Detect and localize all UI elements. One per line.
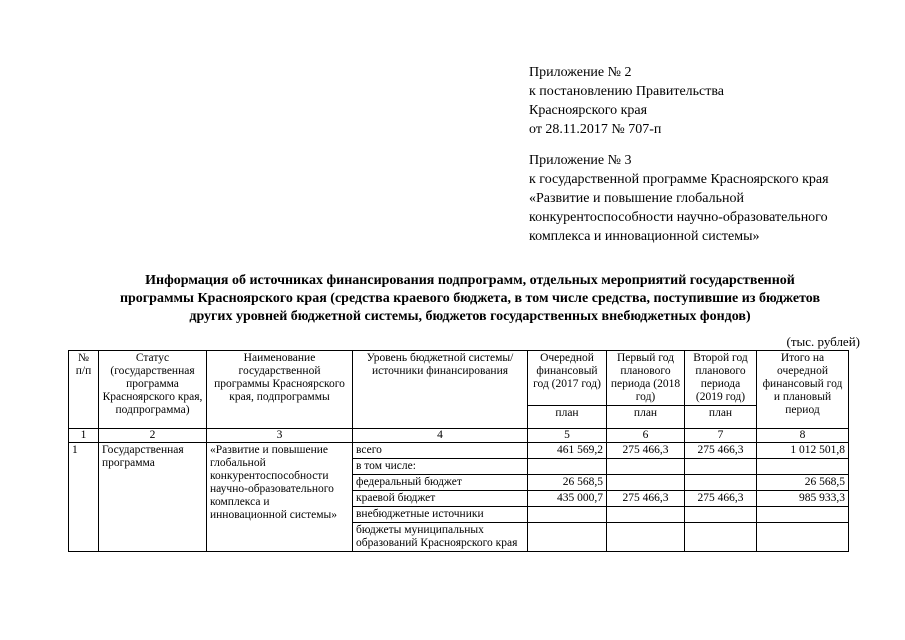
program-name: «Развитие и повышение глобальной конкурентоспособности научно-образовательного комплекса и инновационной системы» — [207, 443, 353, 552]
appendix-2-block — [529, 63, 899, 139]
appendix-2-line2: к постановлению Правительства — [529, 84, 725, 99]
header-status: Статус (государственная программа Красноярского края, подпрограмма) — [99, 351, 207, 429]
column-number-row — [69, 429, 849, 443]
appendix-2-line4: от 28.11.2017 № 707-п — [529, 122, 662, 137]
header-level: Уровень бюджетной системы/ источники финансирования — [353, 351, 528, 429]
units-label: (тыс. рублей) — [786, 334, 860, 349]
level-cell: федеральный бюджет — [353, 475, 528, 491]
level-cell: краевой бюджет — [353, 491, 528, 507]
value-total: 985 933,3 — [757, 491, 849, 507]
level-cell: в том числе: — [353, 459, 528, 475]
value-2017: 461 569,2 — [528, 443, 607, 459]
value-total — [757, 459, 849, 475]
value-2019 — [685, 523, 757, 552]
value-2019: 275 466,3 — [685, 443, 757, 459]
appendix-3-line4: конкурентоспособности научно-образовательного — [529, 210, 828, 225]
level-cell: внебюджетные источники — [353, 507, 528, 523]
level-cell: бюджеты муниципальных образований Красноярского края — [353, 523, 528, 552]
appendix-2-line3: Красноярского края — [529, 103, 648, 118]
header-2018: Первый год планового периода (2018 год) — [607, 351, 685, 406]
financing-table — [68, 350, 849, 552]
value-2018 — [607, 507, 685, 523]
col-number: 5 — [528, 429, 607, 443]
appendix-3-line2: к государственной программе Красноярского края — [529, 172, 829, 187]
col-number: 2 — [99, 429, 207, 443]
value-2019: 275 466,3 — [685, 491, 757, 507]
value-2018: 275 466,3 — [607, 491, 685, 507]
header-plan-2018: план — [607, 406, 685, 429]
table-row — [69, 443, 849, 459]
header-plan-2017: план — [528, 406, 607, 429]
value-2017 — [528, 459, 607, 475]
title-line1: Информация об источниках финансирования подпрограмм, отдельных мероприятий государственной — [145, 273, 795, 288]
value-2019 — [685, 459, 757, 475]
value-total — [757, 507, 849, 523]
value-total: 26 568,5 — [757, 475, 849, 491]
header-total: Итого на очередной финансовый год и плановый период — [757, 351, 849, 429]
title-line2: программы Красноярского края (средства краевого бюджета, в том числе средства, поступившие из бюджетов — [119, 291, 821, 306]
title-line3: других уровней бюджетной системы, бюджетов государственных внебюджетных фондов) — [189, 309, 751, 324]
value-2018: 275 466,3 — [607, 443, 685, 459]
appendix-3-block — [529, 151, 899, 246]
document-title — [70, 272, 870, 326]
appendix-3-line1: Приложение № 3 — [529, 153, 632, 168]
value-2017: 26 568,5 — [528, 475, 607, 491]
header-name: Наименование государственной программы Красноярского края, подпрограммы — [207, 351, 353, 429]
value-2017: 435 000,7 — [528, 491, 607, 507]
value-2019 — [685, 475, 757, 491]
table-header-row — [69, 351, 849, 406]
level-cell: всего — [353, 443, 528, 459]
appendix-3-line5: комплекса и инновационной системы» — [529, 229, 760, 244]
program-status: Государственная программа — [99, 443, 207, 552]
value-total — [757, 523, 849, 552]
col-number: 8 — [757, 429, 849, 443]
header-2017: Очередной финансовый год (2017 год) — [528, 351, 607, 406]
value-2017 — [528, 507, 607, 523]
header-plan-2019: план — [685, 406, 757, 429]
col-number: 3 — [207, 429, 353, 443]
col-number: 1 — [69, 429, 99, 443]
program-num: 1 — [69, 443, 99, 552]
value-2018 — [607, 475, 685, 491]
col-number: 4 — [353, 429, 528, 443]
value-2018 — [607, 523, 685, 552]
appendix-3-line3: «Развитие и повышение глобальной — [529, 191, 744, 206]
value-2019 — [685, 507, 757, 523]
col-number: 6 — [607, 429, 685, 443]
header-num: № п/п — [69, 351, 99, 429]
value-2018 — [607, 459, 685, 475]
col-number: 7 — [685, 429, 757, 443]
appendix-2-line1: Приложение № 2 — [529, 65, 632, 80]
header-2019: Второй год планового периода (2019 год) — [685, 351, 757, 406]
value-total: 1 012 501,8 — [757, 443, 849, 459]
value-2017 — [528, 523, 607, 552]
